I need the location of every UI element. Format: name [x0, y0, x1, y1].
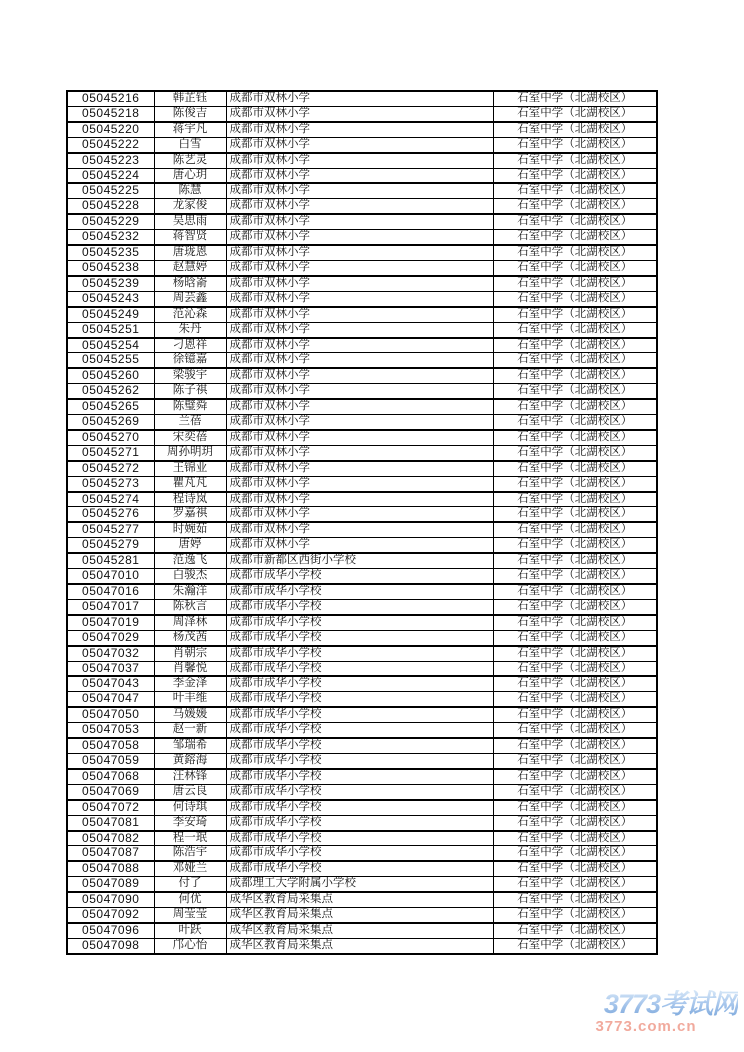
cell-admitted-school: 石室中学（北湖校区） — [493, 738, 657, 753]
table-row — [67, 908, 657, 923]
cell-admitted-school: 石室中学（北湖校区） — [493, 430, 657, 445]
cell-admitted-school: 石室中学（北湖校区） — [493, 307, 657, 322]
table-row — [67, 692, 657, 707]
cell-admitted-school: 石室中学（北湖校区） — [493, 338, 657, 353]
cell-registration-id: 05045228 — [67, 199, 154, 214]
cell-admitted-school: 石室中学（北湖校区） — [493, 815, 657, 830]
cell-admitted-school: 石室中学（北湖校区） — [493, 137, 657, 152]
cell-student-name: 陈子祺 — [154, 384, 226, 399]
cell-admitted-school: 石室中学（北湖校区） — [493, 584, 657, 599]
cell-registration-id: 05047050 — [67, 707, 154, 722]
cell-registration-id: 05045277 — [67, 522, 154, 537]
cell-primary-school: 成都市双林小学 — [226, 153, 493, 168]
cell-primary-school: 成都市成华小学校 — [226, 784, 493, 799]
cell-primary-school: 成都市成华小学校 — [226, 861, 493, 876]
cell-primary-school: 成都市双林小学 — [226, 384, 493, 399]
cell-primary-school: 成都市成华小学校 — [226, 738, 493, 753]
table-row — [67, 753, 657, 768]
cell-registration-id: 05045224 — [67, 168, 154, 183]
table-row — [67, 399, 657, 414]
cell-registration-id: 05045254 — [67, 338, 154, 353]
cell-primary-school: 成都市双林小学 — [226, 430, 493, 445]
table-row — [67, 276, 657, 291]
cell-admitted-school: 石室中学（北湖校区） — [493, 106, 657, 121]
table-row — [67, 322, 657, 337]
cell-student-name: 赵一新 — [154, 723, 226, 738]
table-row — [67, 646, 657, 661]
cell-primary-school: 成都市成华小学校 — [226, 599, 493, 614]
cell-admitted-school: 石室中学（北湖校区） — [493, 769, 657, 784]
cell-registration-id: 05045276 — [67, 507, 154, 522]
cell-primary-school: 成都市双林小学 — [226, 445, 493, 460]
table-row — [67, 831, 657, 846]
cell-registration-id: 05047029 — [67, 630, 154, 645]
cell-admitted-school: 石室中学（北湖校区） — [493, 507, 657, 522]
cell-admitted-school: 石室中学（北湖校区） — [493, 676, 657, 691]
cell-student-name: 何优 — [154, 892, 226, 907]
cell-student-name: 朱丹 — [154, 322, 226, 337]
cell-student-name: 何诗琪 — [154, 800, 226, 815]
cell-student-name: 时婉茹 — [154, 522, 226, 537]
table-row — [67, 861, 657, 876]
cell-registration-id: 05045273 — [67, 476, 154, 491]
cell-primary-school: 成都市成华小学校 — [226, 569, 493, 584]
cell-registration-id: 05047059 — [67, 753, 154, 768]
cell-registration-id: 05047082 — [67, 831, 154, 846]
cell-student-name: 邝心怡 — [154, 938, 226, 953]
cell-admitted-school: 石室中学（北湖校区） — [493, 183, 657, 198]
table-row — [67, 338, 657, 353]
table-row — [67, 230, 657, 245]
cell-primary-school: 成都市成华小学校 — [226, 615, 493, 630]
cell-primary-school: 成都市双林小学 — [226, 322, 493, 337]
cell-registration-id: 05045222 — [67, 137, 154, 152]
cell-primary-school: 成都市成华小学校 — [226, 661, 493, 676]
cell-student-name: 白骏杰 — [154, 569, 226, 584]
cell-primary-school: 成都市成华小学校 — [226, 800, 493, 815]
cell-primary-school: 成都市成华小学校 — [226, 692, 493, 707]
cell-student-name: 陈璧舜 — [154, 399, 226, 414]
cell-student-name: 邹瑞希 — [154, 738, 226, 753]
cell-admitted-school: 石室中学（北湖校区） — [493, 831, 657, 846]
table-row — [67, 245, 657, 260]
cell-primary-school: 成华区教育局采集点 — [226, 938, 493, 953]
cell-primary-school: 成都市成华小学校 — [226, 723, 493, 738]
cell-admitted-school: 石室中学（北湖校区） — [493, 877, 657, 892]
table-row — [67, 353, 657, 368]
cell-student-name: 黄鎔海 — [154, 753, 226, 768]
cell-primary-school: 成都市双林小学 — [226, 538, 493, 553]
cell-registration-id: 05045255 — [67, 353, 154, 368]
table-row — [67, 707, 657, 722]
cell-admitted-school: 石室中学（北湖校区） — [493, 892, 657, 907]
table-row — [67, 91, 657, 106]
cell-primary-school: 成都市双林小学 — [226, 291, 493, 306]
cell-primary-school: 成都市成华小学校 — [226, 646, 493, 661]
cell-registration-id: 05045265 — [67, 399, 154, 414]
cell-admitted-school: 石室中学（北湖校区） — [493, 322, 657, 337]
cell-student-name: 唐云良 — [154, 784, 226, 799]
table-row — [67, 923, 657, 938]
cell-primary-school: 成都市双林小学 — [226, 168, 493, 183]
cell-registration-id: 05047053 — [67, 723, 154, 738]
cell-registration-id: 05047088 — [67, 861, 154, 876]
cell-student-name: 叶丰维 — [154, 692, 226, 707]
table-row — [67, 291, 657, 306]
cell-primary-school: 成都市双林小学 — [226, 214, 493, 229]
cell-student-name: 陈秋言 — [154, 599, 226, 614]
cell-registration-id: 05047017 — [67, 599, 154, 614]
cell-primary-school: 成都市双林小学 — [226, 368, 493, 383]
cell-admitted-school: 石室中学（北湖校区） — [493, 199, 657, 214]
cell-admitted-school: 石室中学（北湖校区） — [493, 538, 657, 553]
cell-primary-school: 成都市成华小学校 — [226, 707, 493, 722]
cell-primary-school: 成都市成华小学校 — [226, 846, 493, 861]
cell-student-name: 陈浩宇 — [154, 846, 226, 861]
table-row — [67, 461, 657, 476]
cell-student-name: 罗嘉祺 — [154, 507, 226, 522]
cell-student-name: 唐珑恩 — [154, 245, 226, 260]
cell-registration-id: 05047087 — [67, 846, 154, 861]
cell-admitted-school: 石室中学（北湖校区） — [493, 938, 657, 953]
cell-admitted-school: 石室中学（北湖校区） — [493, 245, 657, 260]
cell-admitted-school: 石室中学（北湖校区） — [493, 846, 657, 861]
cell-registration-id: 05047010 — [67, 569, 154, 584]
cell-admitted-school: 石室中学（北湖校区） — [493, 661, 657, 676]
cell-registration-id: 05045260 — [67, 368, 154, 383]
cell-registration-id: 05045235 — [67, 245, 154, 260]
cell-admitted-school: 石室中学（北湖校区） — [493, 615, 657, 630]
table-row — [67, 800, 657, 815]
cell-admitted-school: 石室中学（北湖校区） — [493, 214, 657, 229]
cell-student-name: 李金泽 — [154, 676, 226, 691]
cell-student-name: 宋奕蓓 — [154, 430, 226, 445]
cell-student-name: 兰蓓 — [154, 415, 226, 430]
cell-student-name: 程一珉 — [154, 831, 226, 846]
cell-registration-id: 05045216 — [67, 91, 154, 106]
cell-registration-id: 05045238 — [67, 260, 154, 275]
table-row — [67, 630, 657, 645]
table-row — [67, 938, 657, 953]
table-row — [67, 815, 657, 830]
cell-registration-id: 05047096 — [67, 923, 154, 938]
cell-primary-school: 成都市双林小学 — [226, 245, 493, 260]
cell-registration-id: 05047081 — [67, 815, 154, 830]
cell-student-name: 瞿芃芃 — [154, 476, 226, 491]
table-row — [67, 569, 657, 584]
cell-student-name: 王锦业 — [154, 461, 226, 476]
table-row — [67, 122, 657, 137]
cell-primary-school: 成都市成华小学校 — [226, 815, 493, 830]
cell-primary-school: 成都市双林小学 — [226, 307, 493, 322]
cell-student-name: 周芸鑫 — [154, 291, 226, 306]
cell-registration-id: 05045243 — [67, 291, 154, 306]
table-row — [67, 445, 657, 460]
cell-student-name: 吴思雨 — [154, 214, 226, 229]
cell-admitted-school: 石室中学（北湖校区） — [493, 384, 657, 399]
cell-admitted-school: 石室中学（北湖校区） — [493, 153, 657, 168]
cell-admitted-school: 石室中学（北湖校区） — [493, 230, 657, 245]
cell-admitted-school: 石室中学（北湖校区） — [493, 692, 657, 707]
cell-primary-school: 成都市成华小学校 — [226, 630, 493, 645]
table-row — [67, 769, 657, 784]
cell-admitted-school: 石室中学（北湖校区） — [493, 569, 657, 584]
cell-primary-school: 成都市成华小学校 — [226, 676, 493, 691]
table-row — [67, 676, 657, 691]
table-row — [67, 384, 657, 399]
cell-primary-school: 成都市双林小学 — [226, 461, 493, 476]
cell-primary-school: 成都市双林小学 — [226, 230, 493, 245]
cell-admitted-school: 石室中学（北湖校区） — [493, 646, 657, 661]
cell-registration-id: 05045279 — [67, 538, 154, 553]
cell-student-name: 程诗岚 — [154, 492, 226, 507]
table-row — [67, 584, 657, 599]
table-row — [67, 661, 657, 676]
cell-admitted-school: 石室中学（北湖校区） — [493, 276, 657, 291]
cell-admitted-school: 石室中学（北湖校区） — [493, 630, 657, 645]
cell-admitted-school: 石室中学（北湖校区） — [493, 461, 657, 476]
cell-primary-school: 成都市双林小学 — [226, 492, 493, 507]
cell-primary-school: 成都市双林小学 — [226, 353, 493, 368]
cell-registration-id: 05047058 — [67, 738, 154, 753]
cell-admitted-school: 石室中学（北湖校区） — [493, 368, 657, 383]
cell-student-name: 朱瀚洋 — [154, 584, 226, 599]
cell-primary-school: 成都市双林小学 — [226, 122, 493, 137]
cell-student-name: 蒋宇凡 — [154, 122, 226, 137]
table-row — [67, 415, 657, 430]
cell-student-name: 唐婷 — [154, 538, 226, 553]
cell-primary-school: 成都市双林小学 — [226, 399, 493, 414]
table-row — [67, 430, 657, 445]
cell-primary-school: 成都市双林小学 — [226, 260, 493, 275]
watermark — [568, 990, 738, 1035]
cell-student-name: 白雪 — [154, 137, 226, 152]
table-row — [67, 599, 657, 614]
watermark-site-url: 3773.com.cn — [595, 1018, 697, 1035]
cell-primary-school: 成都理工大学附属小学校 — [226, 877, 493, 892]
cell-student-name: 周莹莹 — [154, 908, 226, 923]
cell-admitted-school: 石室中学（北湖校区） — [493, 91, 657, 106]
cell-student-name: 韩芷钰 — [154, 91, 226, 106]
cell-registration-id: 05047072 — [67, 800, 154, 815]
cell-primary-school: 成都市成华小学校 — [226, 753, 493, 768]
cell-admitted-school: 石室中学（北湖校区） — [493, 553, 657, 568]
cell-student-name: 周泽林 — [154, 615, 226, 630]
cell-primary-school: 成都市双林小学 — [226, 507, 493, 522]
table-row — [67, 214, 657, 229]
cell-registration-id: 05047098 — [67, 938, 154, 953]
cell-registration-id: 05047019 — [67, 615, 154, 630]
cell-registration-id: 05047037 — [67, 661, 154, 676]
cell-primary-school: 成都市成华小学校 — [226, 769, 493, 784]
cell-registration-id: 05047068 — [67, 769, 154, 784]
cell-primary-school: 成都市双林小学 — [226, 338, 493, 353]
cell-admitted-school: 石室中学（北湖校区） — [493, 522, 657, 537]
table-row — [67, 538, 657, 553]
cell-student-name: 汪林锋 — [154, 769, 226, 784]
table-row — [67, 553, 657, 568]
cell-registration-id: 05045225 — [67, 183, 154, 198]
cell-primary-school: 成都市双林小学 — [226, 522, 493, 537]
cell-primary-school: 成都市双林小学 — [226, 137, 493, 152]
cell-admitted-school: 石室中学（北湖校区） — [493, 492, 657, 507]
cell-admitted-school: 石室中学（北湖校区） — [493, 260, 657, 275]
table-row — [67, 368, 657, 383]
table-row — [67, 307, 657, 322]
cell-student-name: 周孙明玥 — [154, 445, 226, 460]
cell-student-name: 龙家俊 — [154, 199, 226, 214]
cell-student-name: 范沁森 — [154, 307, 226, 322]
cell-student-name: 陈艺灵 — [154, 153, 226, 168]
cell-registration-id: 05045220 — [67, 122, 154, 137]
cell-student-name: 蒋智贤 — [154, 230, 226, 245]
cell-registration-id: 05047069 — [67, 784, 154, 799]
table-row — [67, 723, 657, 738]
cell-registration-id: 05045274 — [67, 492, 154, 507]
cell-registration-id: 05045270 — [67, 430, 154, 445]
table-row — [67, 137, 657, 152]
cell-registration-id: 05047047 — [67, 692, 154, 707]
cell-student-name: 陈慧 — [154, 183, 226, 198]
cell-admitted-school: 石室中学（北湖校区） — [493, 445, 657, 460]
cell-primary-school: 成都市双林小学 — [226, 91, 493, 106]
cell-student-name: 付了 — [154, 877, 226, 892]
cell-student-name: 李安琦 — [154, 815, 226, 830]
cell-student-name: 徐镱嘉 — [154, 353, 226, 368]
cell-registration-id: 05045239 — [67, 276, 154, 291]
cell-student-name: 马媛媛 — [154, 707, 226, 722]
cell-primary-school: 成都市双林小学 — [226, 199, 493, 214]
table-row — [67, 476, 657, 491]
table-row — [67, 492, 657, 507]
table-row — [67, 106, 657, 121]
cell-student-name: 杨茂茜 — [154, 630, 226, 645]
cell-admitted-school: 石室中学（北湖校区） — [493, 753, 657, 768]
cell-student-name: 肖馨悦 — [154, 661, 226, 676]
cell-primary-school: 成华区教育局采集点 — [226, 923, 493, 938]
admission-table — [66, 90, 658, 955]
cell-registration-id: 05045271 — [67, 445, 154, 460]
cell-registration-id: 05047089 — [67, 877, 154, 892]
cell-student-name: 叶跃 — [154, 923, 226, 938]
cell-registration-id: 05045251 — [67, 322, 154, 337]
cell-admitted-school: 石室中学（北湖校区） — [493, 399, 657, 414]
cell-primary-school: 成都市新都区西街小学校 — [226, 553, 493, 568]
cell-primary-school: 成都市双林小学 — [226, 476, 493, 491]
table-row — [67, 877, 657, 892]
cell-admitted-school: 石室中学（北湖校区） — [493, 707, 657, 722]
cell-registration-id: 05047043 — [67, 676, 154, 691]
cell-admitted-school: 石室中学（北湖校区） — [493, 723, 657, 738]
cell-registration-id: 05045272 — [67, 461, 154, 476]
cell-primary-school: 成都市双林小学 — [226, 106, 493, 121]
cell-student-name: 刁恩祥 — [154, 338, 226, 353]
cell-registration-id: 05047032 — [67, 646, 154, 661]
cell-admitted-school: 石室中学（北湖校区） — [493, 599, 657, 614]
admission-table-container — [66, 90, 658, 955]
cell-primary-school: 成都市双林小学 — [226, 276, 493, 291]
cell-registration-id: 05045218 — [67, 106, 154, 121]
table-row — [67, 892, 657, 907]
cell-registration-id: 05045223 — [67, 153, 154, 168]
watermark-logo-text: 3773考试网 — [568, 990, 738, 1018]
cell-student-name: 赵慧婷 — [154, 260, 226, 275]
cell-admitted-school: 石室中学（北湖校区） — [493, 353, 657, 368]
cell-registration-id: 05045262 — [67, 384, 154, 399]
cell-admitted-school: 石室中学（北湖校区） — [493, 908, 657, 923]
cell-registration-id: 05047016 — [67, 584, 154, 599]
cell-admitted-school: 石室中学（北湖校区） — [493, 923, 657, 938]
table-row — [67, 615, 657, 630]
table-row — [67, 738, 657, 753]
cell-student-name: 陈俊吉 — [154, 106, 226, 121]
table-row — [67, 260, 657, 275]
table-row — [67, 784, 657, 799]
table-row — [67, 522, 657, 537]
cell-registration-id: 05047092 — [67, 908, 154, 923]
cell-registration-id: 05045232 — [67, 230, 154, 245]
cell-registration-id: 05045249 — [67, 307, 154, 322]
cell-admitted-school: 石室中学（北湖校区） — [493, 168, 657, 183]
cell-student-name: 唐心玥 — [154, 168, 226, 183]
cell-admitted-school: 石室中学（北湖校区） — [493, 291, 657, 306]
table-row — [67, 183, 657, 198]
cell-registration-id: 05045269 — [67, 415, 154, 430]
cell-primary-school: 成都市成华小学校 — [226, 584, 493, 599]
cell-primary-school: 成华区教育局采集点 — [226, 908, 493, 923]
cell-admitted-school: 石室中学（北湖校区） — [493, 800, 657, 815]
cell-primary-school: 成都市双林小学 — [226, 183, 493, 198]
cell-primary-school: 成都市双林小学 — [226, 415, 493, 430]
cell-admitted-school: 石室中学（北湖校区） — [493, 122, 657, 137]
cell-registration-id: 05045281 — [67, 553, 154, 568]
table-row — [67, 168, 657, 183]
cell-student-name: 肖朝宗 — [154, 646, 226, 661]
cell-student-name: 杨晗嵛 — [154, 276, 226, 291]
cell-admitted-school: 石室中学（北湖校区） — [493, 861, 657, 876]
cell-primary-school: 成华区教育局采集点 — [226, 892, 493, 907]
table-row — [67, 153, 657, 168]
cell-registration-id: 05045229 — [67, 214, 154, 229]
cell-student-name: 梁骏宇 — [154, 368, 226, 383]
cell-student-name: 范逸飞 — [154, 553, 226, 568]
cell-primary-school: 成都市成华小学校 — [226, 831, 493, 846]
table-row — [67, 846, 657, 861]
cell-admitted-school: 石室中学（北湖校区） — [493, 784, 657, 799]
cell-admitted-school: 石室中学（北湖校区） — [493, 415, 657, 430]
cell-admitted-school: 石室中学（北湖校区） — [493, 476, 657, 491]
table-row — [67, 507, 657, 522]
cell-student-name: 邓娅兰 — [154, 861, 226, 876]
table-row — [67, 199, 657, 214]
cell-registration-id: 05047090 — [67, 892, 154, 907]
table-body — [67, 91, 657, 954]
